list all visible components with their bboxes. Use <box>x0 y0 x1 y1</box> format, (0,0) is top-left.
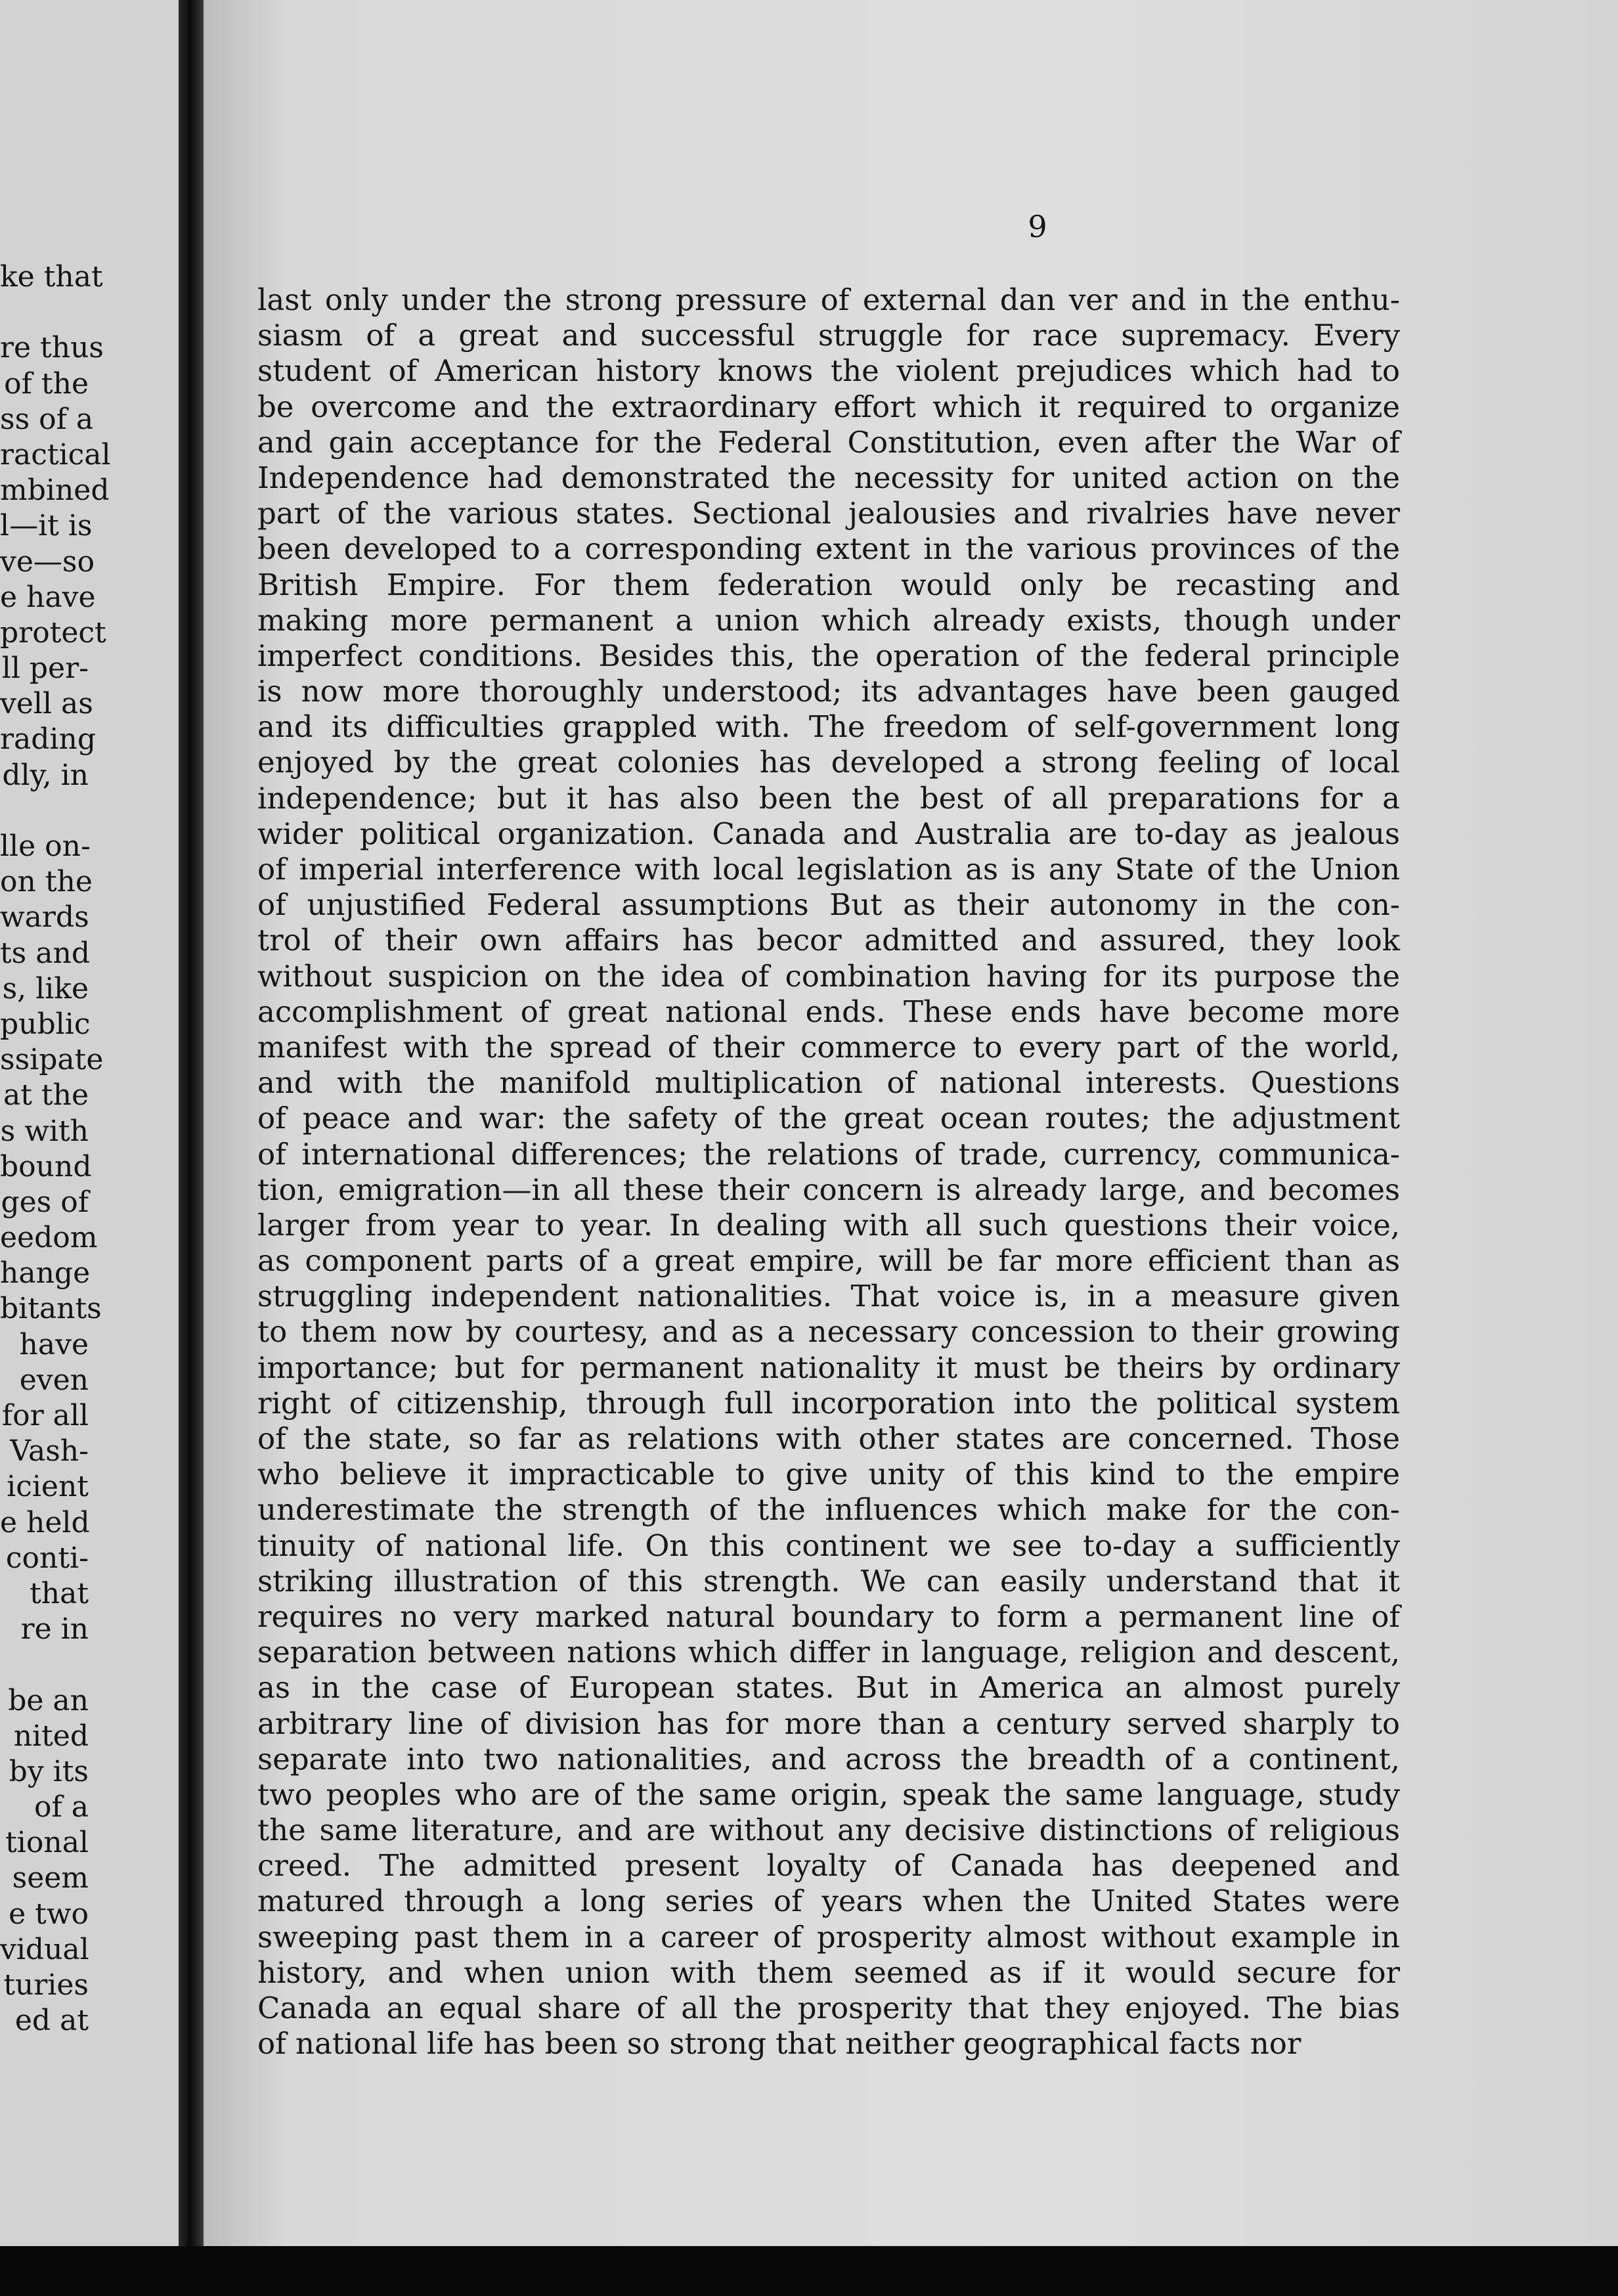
left-page-line: dly, in <box>2 758 89 792</box>
left-page-line: ges of <box>1 1185 89 1219</box>
left-page-line: be an <box>8 1683 89 1717</box>
left-page-line: bitants <box>0 1292 102 1326</box>
text-line: siasm of a great and successful struggle for race supremacy. Every <box>257 318 1400 353</box>
left-page-line: wards <box>0 900 89 935</box>
text-line: British Empire. For them federation would only be recasting and <box>257 567 1400 602</box>
left-page-line: ractical <box>0 437 111 472</box>
text-line: to them now by courtesy, and as a necessary concession to their growing <box>257 1314 1400 1350</box>
text-line: Independence had demonstrated the necessity for united action on the <box>257 460 1400 495</box>
text-line: tinuity of national life. On this continent we see to-day a sufficiently <box>257 1528 1400 1563</box>
text-line: been developed to a corresponding extent in the various provinces of the <box>257 531 1400 567</box>
text-line: imperfect conditions. Besides this, the operation of the federal principle <box>257 638 1400 673</box>
text-line: larger from year to year. In dealing with all such questions their voice, <box>257 1207 1400 1243</box>
left-page-line: rading <box>0 722 97 757</box>
left-page-line: tional <box>5 1826 89 1860</box>
left-page-line: at the <box>3 1078 89 1113</box>
text-line: creed. The admitted present loyalty of Canada has deepened and <box>257 1848 1400 1884</box>
text-line: matured through a long series of years when the United States were <box>257 1884 1400 1919</box>
text-line: who believe it impracticable to give unity of this kind to the empire <box>257 1457 1400 1492</box>
text-line: and its difficulties grappled with. The freedom of self-government long <box>257 709 1400 745</box>
left-page-line: for all <box>1 1399 89 1432</box>
text-line: as component parts of a great empire, will be far more efficient than as <box>257 1243 1400 1279</box>
left-page-line: ke that <box>0 260 103 294</box>
left-page-line: e two <box>9 1897 89 1931</box>
left-page-line: re thus <box>0 331 104 365</box>
left-page-line: ssipate <box>0 1043 104 1077</box>
left-page-line: icient <box>7 1470 89 1504</box>
left-page-line: re in <box>20 1612 89 1646</box>
left-page-line: of the <box>4 366 89 401</box>
left-page-line: conti- <box>5 1541 89 1575</box>
text-line: the same literature, and are without any decisive distinctions of religious <box>257 1813 1400 1848</box>
left-page-line: nited <box>13 1719 89 1753</box>
left-page-line: on the <box>0 865 93 899</box>
left-page-line: of a <box>34 1790 89 1824</box>
text-line: of peace and war: the safety of the great ocean routes; the adjustment <box>257 1101 1400 1136</box>
text-line: of international differences; the relations of trade, currency, communica- <box>257 1136 1400 1172</box>
left-page-line <box>0 295 89 330</box>
text-line: tion, emigration—in all these their concern is already large, and becomes <box>257 1172 1400 1207</box>
left-page-line: public <box>0 1007 91 1041</box>
left-page-line: vidual <box>0 1932 89 1966</box>
left-page-line: e held <box>0 1505 90 1539</box>
text-line: without suspicion on the idea of combination having for its purpose the <box>257 958 1400 994</box>
text-line: student of American history knows the violent prejudices which had to <box>257 353 1400 389</box>
left-page-line: ll per- <box>1 651 89 686</box>
text-line: Canada an equal share of all the prosperity that they enjoyed. The bias <box>257 1991 1400 2025</box>
text-line: striking illustration of this strength. We can easily understand that it <box>257 1563 1400 1599</box>
left-page-line: vell as <box>0 687 93 721</box>
text-line: manifest with the spread of their commerce to every part of the world, <box>257 1029 1400 1065</box>
text-line: of unjustified Federal assumptions But as their autonomy in the con- <box>257 887 1400 923</box>
left-page-line: mbined <box>0 474 110 508</box>
text-line: is now more thoroughly understood; its advantages have been gauged <box>257 674 1400 709</box>
text-line: part of the various states. Sectional jealousies and rivalries have never <box>257 496 1400 531</box>
left-page-line: protect <box>0 615 106 650</box>
text-line: of the state, so far as relations with other states are concerned. Those <box>257 1421 1400 1456</box>
left-page-line: bound <box>0 1149 92 1183</box>
text-line: trol of their own affairs has becor admitted and assured, they look <box>257 923 1400 958</box>
body-text <box>257 282 1400 2062</box>
left-page-line <box>0 793 89 829</box>
text-line: separation between nations which differ in language, religion and descent, <box>257 1635 1400 1670</box>
text-line: sweeping past them in a career of prosperity almost without example in <box>257 1919 1400 1954</box>
text-line: and with the manifold multiplication of national interests. Questions <box>257 1065 1400 1101</box>
left-facing-page <box>0 0 197 2246</box>
text-line: of imperial interference with local legislation as is any State of the Union <box>257 852 1400 887</box>
left-page-line: have <box>19 1327 89 1361</box>
text-line: right of citizenship, through full incorporation into the political system <box>257 1385 1400 1421</box>
left-page-line: e have <box>0 580 96 614</box>
left-page-line: eedom <box>0 1221 98 1255</box>
left-page-line: s with <box>0 1114 89 1148</box>
left-page-line <box>0 1647 89 1683</box>
text-line: enjoyed by the great colonies has developed a strong feeling of local <box>257 745 1400 780</box>
text-line: making more permanent a union which already exists, though under <box>257 602 1400 638</box>
text-line: of national life has been so strong that neither geographical facts nor <box>257 2026 1301 2062</box>
text-line: independence; but it has also been the best of all preparations for a <box>257 780 1400 816</box>
left-page-line: l—it is <box>0 509 93 543</box>
text-line: last only under the strong pressure of external dan ver and in the enthu- <box>257 282 1400 317</box>
left-page-line: ed at <box>14 2004 89 2038</box>
left-page-line: Vash- <box>10 1434 89 1468</box>
left-page-line: ts and <box>0 936 90 970</box>
left-page-line: ss of a <box>0 402 94 436</box>
page-number: 9 <box>1028 209 1047 244</box>
book-gutter <box>179 0 204 2296</box>
text-line: accomplishment of great national ends. These ends have become more <box>257 994 1400 1029</box>
left-page-line: that <box>30 1576 89 1610</box>
text-line: be overcome and the extraordinary effort which it required to organize <box>257 389 1400 424</box>
left-page-line: by its <box>9 1754 89 1788</box>
text-line: arbitrary line of division has for more than a century served sharply to <box>257 1706 1400 1741</box>
text-line: and gain acceptance for the Federal Constitution, even after the War of <box>257 424 1400 460</box>
text-line: struggling independent nationalities. That voice is, in a measure given <box>257 1279 1400 1314</box>
text-line: as in the case of European states. But in America an almost purely <box>257 1670 1400 1706</box>
left-page-line: ve—so <box>0 544 95 579</box>
left-page-line: s, like <box>2 971 89 1005</box>
scan-bottom-edge <box>0 2246 1618 2296</box>
left-page-line: even <box>19 1363 89 1397</box>
left-page-line: turies <box>3 1968 89 2002</box>
text-line: wider political organization. Canada and Australia are to-day as jealous <box>257 816 1400 851</box>
left-page-text-fragments <box>0 259 111 2039</box>
left-page-line: lle on- <box>0 829 91 863</box>
text-line: importance; but for permanent nationality it must be theirs by ordinary <box>257 1350 1400 1385</box>
text-line: underestimate the strength of the influences which make for the con- <box>257 1492 1400 1528</box>
text-line: two peoples who are of the same origin, speak the same language, study <box>257 1777 1400 1812</box>
left-page-line: hange <box>0 1256 91 1291</box>
left-page-line: seem <box>12 1861 89 1895</box>
text-line: separate into two nationalities, and across the breadth of a continent, <box>257 1741 1400 1777</box>
text-line: history, and when union with them seemed as if it would secure for <box>257 1954 1400 1990</box>
text-line: requires no very marked natural boundary to form a permanent line of <box>257 1599 1400 1634</box>
